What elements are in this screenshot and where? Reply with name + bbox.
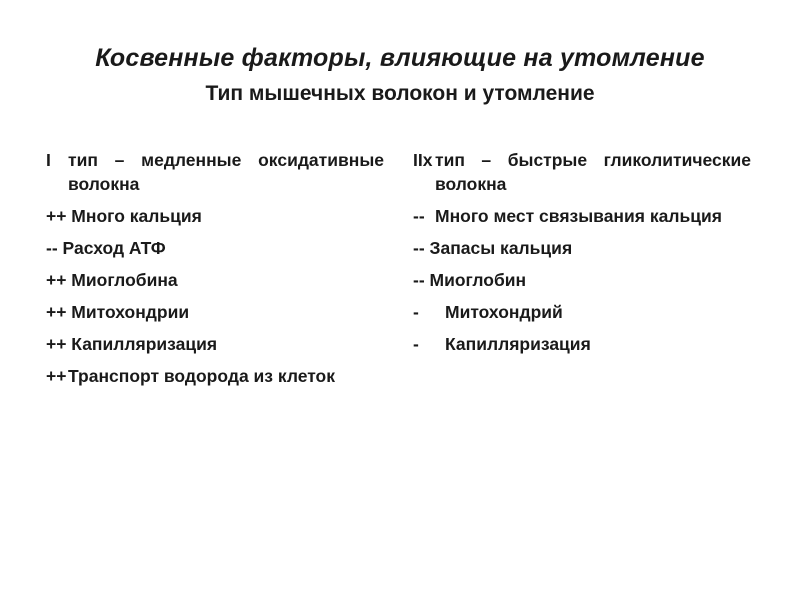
left-heading-lead: I <box>46 150 51 170</box>
list-item: -- Расход АТФ <box>46 238 166 258</box>
list-item: -- Миоглобин <box>413 270 527 290</box>
left-last-item <box>46 364 384 388</box>
right-column <box>413 148 751 364</box>
list-item: ++ Много кальция <box>46 206 202 226</box>
left-column <box>46 148 384 396</box>
left-heading <box>46 148 384 196</box>
list-item: ++ Митохондрии <box>46 302 190 322</box>
bullet-text: Митохондрий <box>445 302 563 322</box>
bullet-item <box>413 300 751 324</box>
list-item: ++ Капилляризация <box>46 334 218 354</box>
right-item-1-text: Много мест связывания кальция <box>435 206 722 226</box>
bullet-mark: - <box>413 302 419 322</box>
slide-title: Косвенные факторы, влияющие на утомление <box>95 44 705 72</box>
left-heading-text: тип – медленные оксидативные волокна <box>68 150 384 194</box>
right-heading-lead: IIx <box>413 150 433 170</box>
right-heading-text: тип – быстрые гликолитические волокна <box>435 150 751 194</box>
list-item: ++ Миоглобина <box>46 270 178 290</box>
bullet-item <box>413 332 751 356</box>
bullet-text: Капилляризация <box>445 334 591 354</box>
right-item-1-lead: -- <box>413 206 425 226</box>
right-item-1 <box>413 204 751 228</box>
left-last-lead: ++ <box>46 366 67 386</box>
bullet-mark: - <box>413 334 419 354</box>
list-item: -- Запасы кальция <box>413 238 573 258</box>
slide-subtitle: Тип мышечных волокон и утомление <box>205 82 595 105</box>
left-last-text: Транспорт водорода из клеток <box>68 366 336 386</box>
right-heading <box>413 148 751 196</box>
